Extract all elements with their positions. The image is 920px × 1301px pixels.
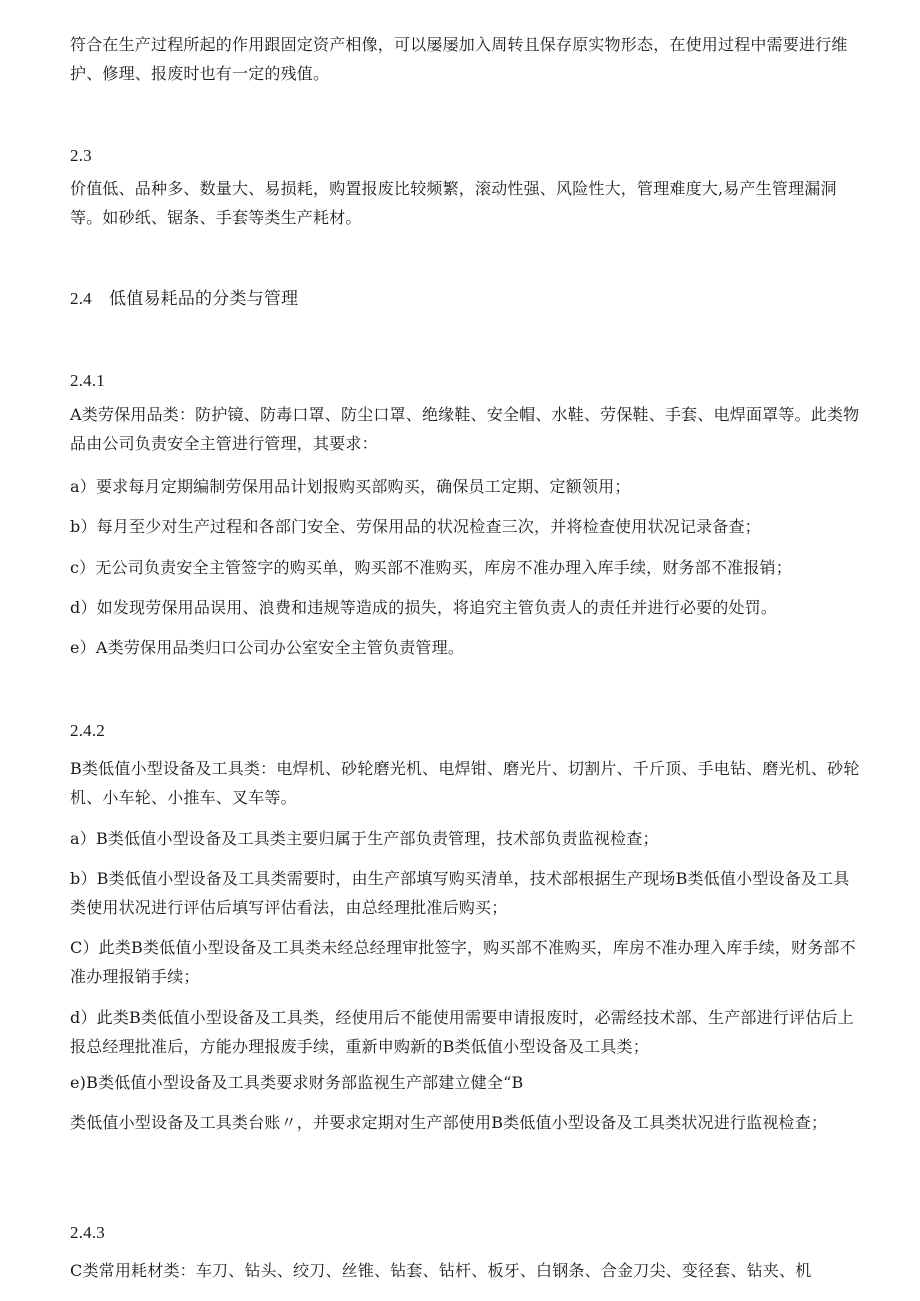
paragraph-2-4-2: B类低值小型设备及工具类：电焊机、砂轮磨光机、电焊钳、磨光片、切割片、千斤顶、手电钻、磨光机、砂轮机、小车轮、小推车、叉车等。 <box>70 759 860 807</box>
paragraph-2-3: 价值低、品种多、数量大、易损耗，购置报废比较频繁，滚动性强、风险性大，管理难度大,易产生管理漏洞等。如砂纸、锯条、手套等类生产耗材。 <box>70 179 837 227</box>
paragraph-2-4-1: A类劳保用品类：防护镜、防毒口罩、防尘口罩、绝缘鞋、安全帽、水鞋、劳保鞋、手套、电焊面罩等。此类物品由公司负责安全主管进行管理，其要求： <box>70 405 860 453</box>
item-2-4-1-e: e）A类劳保用品类归口公司办公室安全主管负责管理。 <box>70 638 465 657</box>
item-2-4-2-a: a）B类低值小型设备及工具类主要归属于生产部负责管理，技术部负责监视检查； <box>70 829 659 848</box>
heading-2-4: 2.4 低值易耗品的分类与管理 <box>70 289 299 308</box>
heading-2-4-3: 2.4.3 <box>70 1223 105 1242</box>
item-2-4-2-c: C）此类B类低值小型设备及工具类未经总经理审批签字，购买部不准购买，库房不准办理入库手续，财务部不准办理报销手续； <box>70 938 856 986</box>
item-2-4-1-c: c）无公司负责安全主管签字的购买单，购买部不准购买，库房不准办理入库手续，财务部不准报销； <box>70 558 792 577</box>
heading-2-4-2: 2.4.2 <box>70 721 105 740</box>
item-2-4-1-d: d）如发现劳保用品误用、浪费和违规等造成的损失，将追究主管负责人的责任并进行必要的处罚。 <box>70 598 778 617</box>
item-2-4-1-a: a）要求每月定期编制劳保用品计划报购买部购买，确保员工定期、定额领用； <box>70 477 631 496</box>
item-2-4-2-b: b）B类低值小型设备及工具类需要时，由生产部填写购买清单，技术部根据生产现场B类低值小型设备及工具类使用状况进行评估后填写评估看法，由总经理批准后购买； <box>70 869 850 917</box>
heading-2-3: 2.3 <box>70 146 92 165</box>
item-2-4-2-e-line2: 类低值小型设备及工具类台账〃，并要求定期对生产部使用B类低值小型设备及工具类状况进行监视检查； <box>70 1113 828 1132</box>
item-2-4-2-d: d）此类B类低值小型设备及工具类，经使用后不能使用需要申请报废时，必需经技术部、生产部进行评估后上报总经理批准后，方能办理报废手续，重新申购新的B类低值小型设备及工具类； <box>70 1008 854 1056</box>
heading-2-4-1: 2.4.1 <box>70 371 105 390</box>
paragraph-2-4-3: C类常用耗材类：车刀、钻头、绞刀、丝锥、钻套、钻杆、板牙、白钢条、合金刀尖、变径套、钻夹、机 <box>70 1261 812 1280</box>
item-2-4-2-e-line1: e)B类低值小型设备及工具类要求财务部监视生产部建立健全“B <box>70 1073 524 1092</box>
paragraph-intro: 符合在生产过程所起的作用跟固定资产相像，可以屡屡加入周转且保存原实物形态，在使用过程中需要进行维护、修理、报废时也有一定的残值。 <box>70 35 848 83</box>
item-2-4-1-b: b）每月至少对生产过程和各部门安全、劳保用品的状况检查三次，并将检查使用状况记录备查； <box>70 517 761 536</box>
